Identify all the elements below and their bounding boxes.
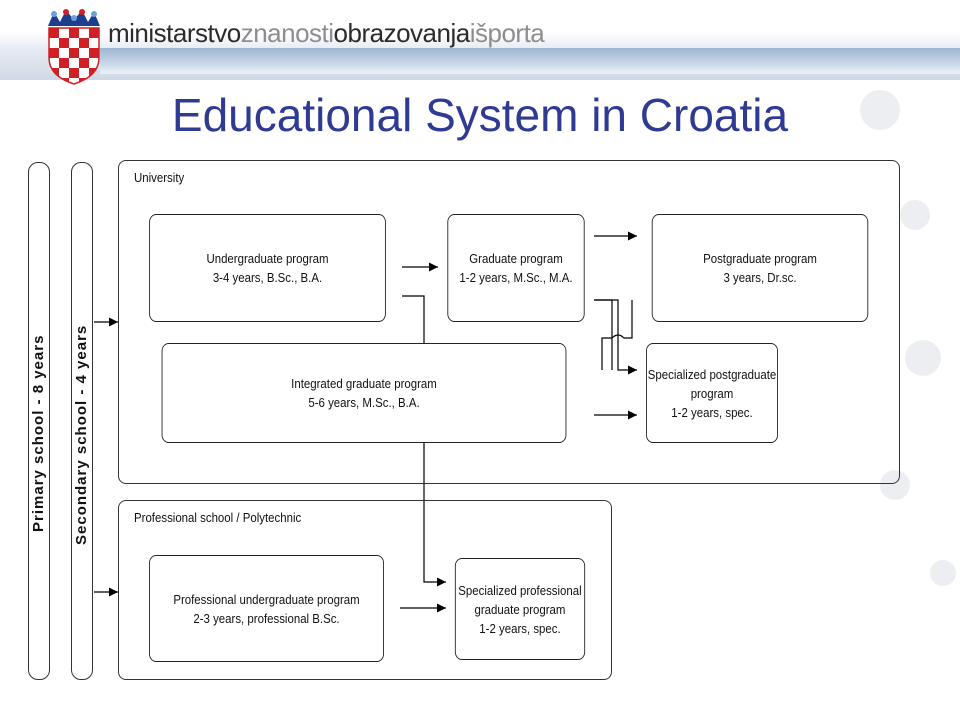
postgraduate-program-text: Postgraduate program 3 years, Dr.sc. — [703, 251, 817, 285]
page-title: Educational System in Croatia — [171, 89, 789, 141]
ministry-name-part: i — [469, 18, 475, 48]
graduate-program-text: Graduate program 1-2 years, M.Sc., M.A. — [459, 251, 573, 285]
university-label: University — [134, 170, 185, 185]
graduate-program-box — [447, 214, 584, 322]
professional-undergraduate-program-box — [149, 555, 384, 662]
ministry-name-part: znanosti — [240, 18, 334, 48]
undergraduate-program-box — [149, 214, 386, 322]
undergraduate-program-text: Undergraduate program 3-4 years, B.Sc., B.A. — [206, 251, 329, 285]
postgraduate-program-box — [652, 214, 868, 322]
secondary-school-label: Secondary school - 4 years — [73, 324, 90, 545]
integrated-graduate-program-box — [162, 343, 567, 443]
ministry-name-part: športa — [474, 18, 545, 48]
primary-school-label: Primary school - 8 years — [30, 334, 47, 532]
ministry-name-part: ministarstvo — [108, 18, 241, 48]
specialized-professional-graduate-program-box — [455, 558, 585, 660]
specialized-postgraduate-program-box — [646, 343, 778, 443]
integrated-graduate-program-text: Integrated graduate program 5-6 years, M.Sc., B.A. — [291, 376, 437, 410]
specialized-postgraduate-program-text: Specialized postgraduate program 1-2 years, spec. — [647, 366, 777, 420]
professional-undergraduate-program-text: Professional undergraduate program 2-3 years, professional B.Sc. — [173, 591, 360, 626]
specialized-professional-graduate-program-text: Specialized professional graduate program 1-2 years, spec. — [458, 582, 582, 636]
ministry-name-part: obrazovanja — [333, 18, 470, 48]
professional-school-label: Professional school / Polytechnic — [134, 510, 302, 525]
